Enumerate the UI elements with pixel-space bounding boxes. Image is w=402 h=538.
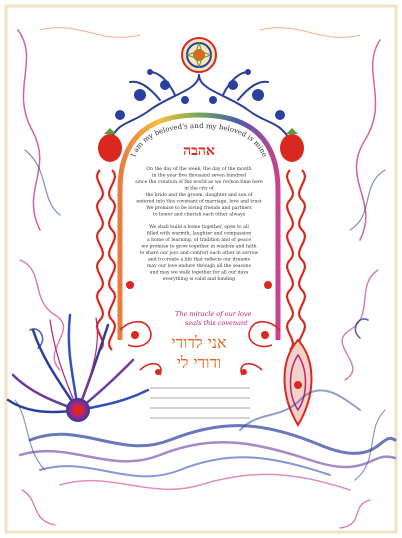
body-line-b-4: to share our joys and comfort each other in sorrow (139, 251, 259, 256)
hebrew-title: אהבה (183, 143, 215, 159)
body-line-a-2: since the creation of the world as we reckon time here (135, 180, 263, 185)
body-line-b-3: we promise to grow together in wisdom and faith (141, 244, 257, 250)
body-line-a-5: entered into this covenant of marriage, love and trust (136, 199, 262, 205)
hebrew-verse-line-2: ודודי לי (176, 353, 222, 372)
body-line-a-3: in the city of (184, 186, 214, 192)
body-line-b-1: filled with warmth, laughter and compassion (146, 231, 252, 237)
body-line-b-2: a home of learning, of tradition and of peace (146, 238, 252, 243)
body-line-a-6: We promise to be loving friends and partners (146, 206, 252, 211)
body-line-b-5: and to create a life that reflects our dreams (148, 257, 250, 263)
body-line-a-0: On the day of the week, the day of the month (146, 167, 252, 172)
body-text-block-2 (140, 224, 259, 282)
body-line-b-0: We shall build a home together, open to all (149, 225, 249, 230)
body-line-a-4: the bride and the groom, daughter and son of (145, 193, 253, 198)
mandala-medallion-icon (182, 38, 216, 72)
closing-line-2: seals this covenant (185, 319, 248, 327)
closing-line-1: The miracle of our love (175, 310, 252, 318)
body-line-a-1: in the year five thousand seven hundred (152, 173, 246, 179)
body-line-a-7: to honor and cherish each other always (152, 212, 246, 218)
body-line-b-7: and may we walk together for all our days (149, 270, 249, 276)
hebrew-verse-line-1: אני לדודי (171, 333, 227, 352)
body-line-b-8: everything is valid and binding (162, 277, 236, 282)
body-line-b-6: may our love endure through all the seasons (147, 264, 251, 269)
arch-inscription: I am my beloved's and my beloved is mine (129, 121, 269, 159)
